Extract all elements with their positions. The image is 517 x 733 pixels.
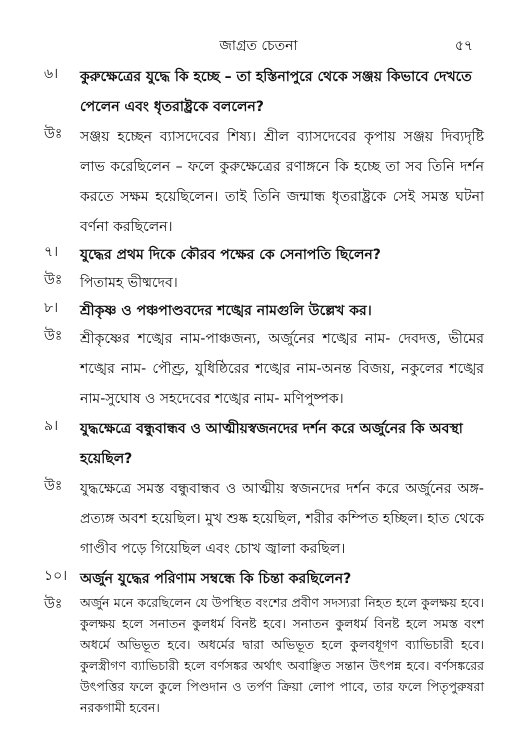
question-text: কুরুক্ষেত্রের যুদ্ধে কি হচ্ছে – তা হস্তিনাপুরে থেকে সঞ্জয় কিভাবে দেখতে পেলেন এবং ধৃতরাষ্ট্রকে বললেন? (80, 69, 472, 115)
answer-text: সঞ্জয় হচ্ছেন ব্যাসদেবের শিষ্য। শ্রীল ব্যাসদেবের কৃপায় সঞ্জয় দিব্যদৃষ্টি লাভ করেছিলেন – ফলে কুরুক্ষেত্রের রণাঙ্গনে কি হচ্ছে তা সব তিনি দর্শন করতে সক্ষম হয়েছিলেন। তাই তিনি জন্মান্ধ ধৃতরাষ্ট্রকে সেই সমস্ত ঘটনা বর্ণনা করছিলেন। (80, 129, 484, 235)
page-header (0, 34, 517, 56)
question-text: শ্রীকৃষ্ণ ও পঞ্চপাণ্ডবদের শঙ্খের নামগুলি উল্লেখ কর। (80, 303, 372, 319)
answer-8 (44, 324, 484, 414)
question-number: ৬। (44, 66, 59, 82)
question-8 (44, 296, 484, 326)
answer-text: পিতামহ ভীষ্মদেব। (80, 275, 178, 291)
question-10 (44, 564, 484, 594)
answer-label: উঃ (44, 478, 63, 494)
answer-label: উঃ (44, 272, 63, 288)
answer-6 (44, 122, 484, 242)
answer-label: উঃ (44, 126, 63, 142)
question-text: অর্জুন যুদ্ধের পরিণাম সম্বন্ধে কি চিন্তা করছিলেন? (80, 571, 352, 587)
answer-label: উঃ (44, 596, 63, 612)
question-number: ৯। (44, 418, 59, 434)
answer-label: উঃ (44, 328, 63, 344)
question-number: ১০। (44, 568, 68, 584)
question-number: ৮। (44, 300, 59, 316)
answer-10 (44, 592, 484, 718)
question-text: যুদ্ধক্ষেত্রে বন্ধুবান্ধব ও আত্মীয়স্বজনদের দর্শন করে অর্জুনের কি অবস্থা হয়েছিল? (80, 421, 463, 467)
answer-9 (44, 474, 484, 564)
answer-text: শ্রীকৃষ্ণের শঙ্খের নাম-পাঞ্চজন্য, অর্জুনের শঙ্খের নাম- দেবদত্ত, ভীমের শঙ্খের নাম- পৌণ্ড্র, যুধিষ্ঠিরের শঙ্খের নাম-অনন্ত বিজয়, নকুলের শঙ্খের নাম-সুঘোষ ও সহদেবের শঙ্খের নাম- মণিপুষ্পক। (80, 331, 484, 407)
question-text: যুদ্ধের প্রথম দিকে কৌরব পক্ষের কে সেনাপতি ছিলেন? (80, 247, 381, 263)
answer-7 (44, 268, 484, 298)
question-6 (44, 62, 484, 122)
question-9 (44, 414, 484, 474)
answer-text: অর্জুন মনে করেছিলেন যে উপস্থিত বংশের প্রবীণ সদস্যরা নিহত হলে কুলক্ষয় হবে। কুলক্ষয় হলে সনাতন কুলধর্ম বিনষ্ট হবে। সনাতন কুলধর্ম বিনষ্ট হলে সমস্ত বংশ অধর্মে অভিভূত হবে। অধর্মের দ্বারা অভিভূত হলে কুলবধূগণ ব্যাভিচারী হবে। কুলস্ত্রীগণ ব্যাভিচারী হলে বর্ণসঙ্কর অর্থাৎ অবাঞ্ছিত সন্তান উৎপন্ন হবে। বর্ণসঙ্করের উৎপত্তির ফলে কুলে পিণ্ডদান ও তর্পণ ক্রিয়া লোপ পাবে, তার ফলে পিতৃপুরুষরা নরকগামী হবেন। (80, 595, 484, 715)
answer-text: যুদ্ধক্ষেত্রে সমস্ত বন্ধুবান্ধব ও আত্মীয় স্বজনদের দর্শন করে অর্জুনের অঙ্গ-প্রত্যঙ্গ অবশ হয়েছিল। মুখ শুষ্ক হয়েছিল, শরীর কম্পিত হচ্ছিল। হাত থেকে গাণ্ডীব পড়ে গিয়েছিল এবং চোখ জ্বালা করছিল। (80, 481, 484, 557)
page-number: ৫৭ (454, 38, 473, 54)
running-title: জাগ্রত চেতনা (219, 38, 298, 54)
question-7 (44, 240, 484, 270)
question-number: ৭। (44, 244, 59, 260)
